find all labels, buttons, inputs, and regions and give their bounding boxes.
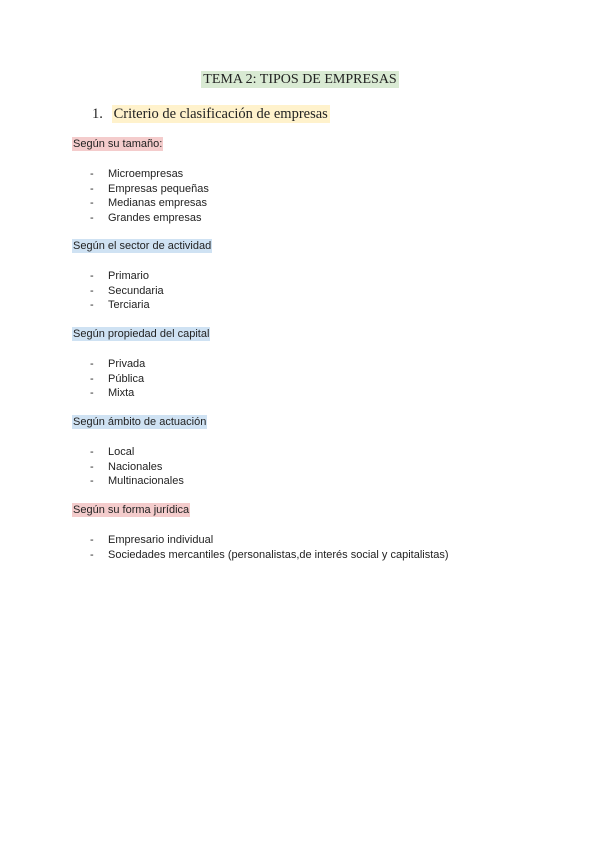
- page-title: [0, 72, 600, 88]
- category-list-scope: [90, 445, 184, 489]
- category-heading-sector: [72, 240, 212, 252]
- category-heading-legal: [72, 504, 190, 516]
- category-label: Según ámbito de actuación: [73, 416, 207, 428]
- category-heading-capital: [72, 328, 210, 340]
- category-heading-size: [72, 138, 163, 150]
- category-list-sector: [90, 269, 164, 313]
- list-item: - Medianas empresas: [90, 197, 208, 210]
- list-item: - Pública: [90, 372, 145, 385]
- page-title-text: TEMA 2: TIPOS DE EMPRESAS: [203, 72, 397, 87]
- list-item: - Secundaria: [90, 284, 164, 297]
- list-item: - Local: [90, 446, 135, 458]
- category-heading-scope: [72, 416, 207, 428]
- list-item: - Nacionales: [90, 460, 163, 473]
- list-item: - Empresas pequeñas: [90, 182, 209, 195]
- section-heading-text: Criterio de clasificación de empresas: [113, 106, 328, 122]
- list-item: - Multinacionales: [90, 475, 184, 488]
- section-number: 1.: [92, 106, 103, 122]
- category-list-size: [90, 167, 209, 225]
- category-label: Según el sector de actividad: [73, 240, 212, 252]
- list-item: - Mixta: [90, 387, 135, 400]
- category-label: Según su forma jurídica: [73, 504, 190, 516]
- list-item: - Primario: [90, 270, 149, 282]
- list-item: - Microempresas: [90, 168, 184, 180]
- list-item: - Empresario individual: [90, 534, 214, 546]
- list-item: - Grandes empresas: [90, 211, 202, 224]
- category-label: Según su tamaño:: [73, 138, 163, 150]
- category-label: Según propiedad del capital: [73, 328, 210, 340]
- list-item: - Privada: [90, 358, 146, 370]
- section-heading: [92, 106, 330, 123]
- category-list-legal: [90, 533, 449, 562]
- list-item: - Sociedades mercantiles (personalistas,de interés social y capitalistas): [90, 548, 449, 561]
- list-item: - Terciaria: [90, 299, 150, 312]
- category-list-capital: [90, 357, 145, 401]
